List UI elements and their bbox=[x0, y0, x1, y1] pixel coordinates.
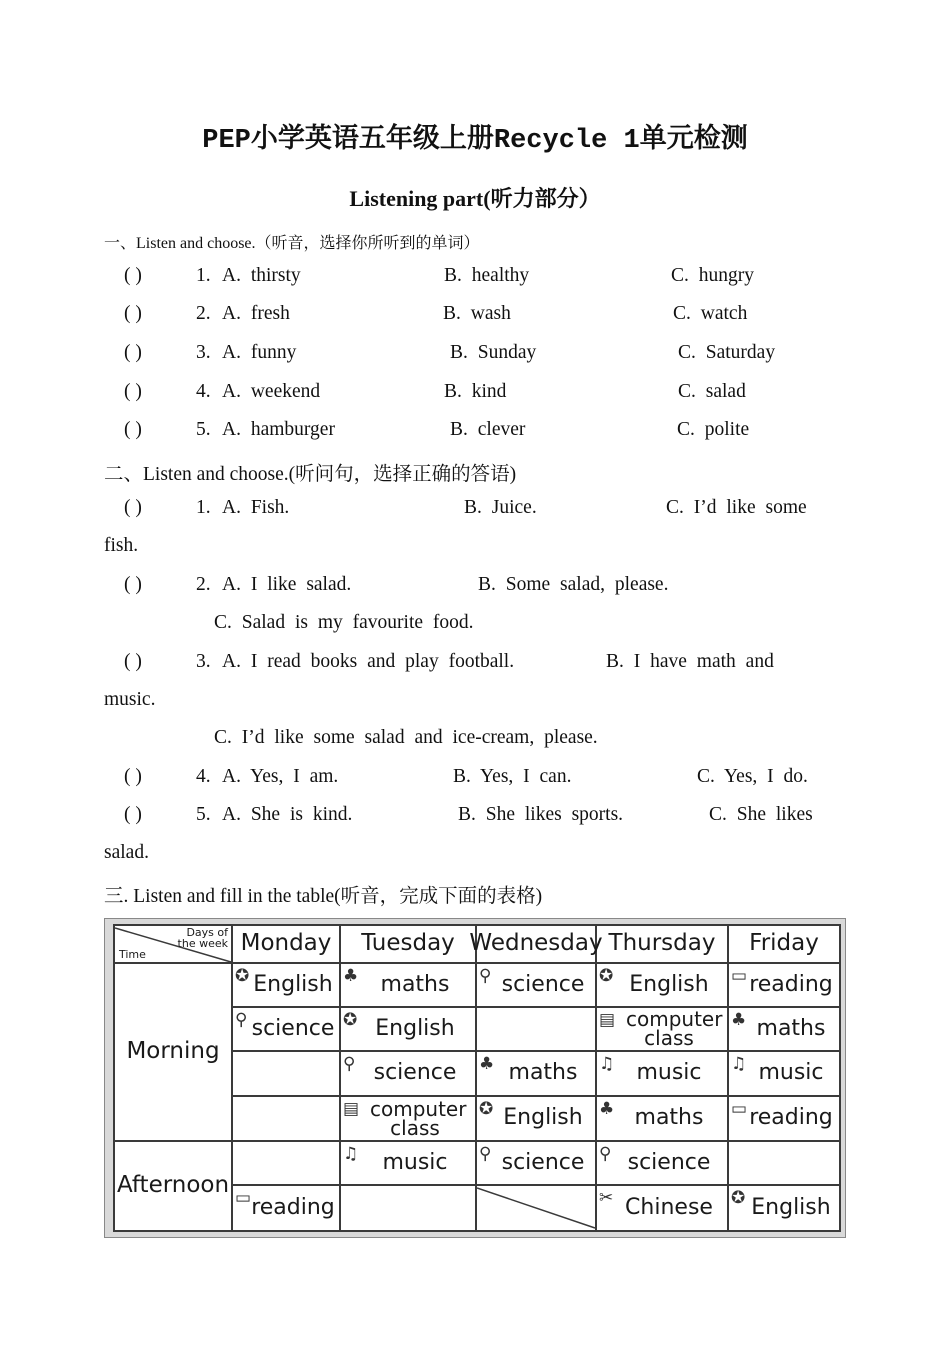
option-b: B. I have math and bbox=[606, 651, 774, 672]
option-b: B. Some salad, please. bbox=[478, 574, 669, 595]
reading-icon: ▭ bbox=[731, 966, 748, 986]
option-c: C. She likes bbox=[709, 804, 813, 825]
answer-blank[interactable]: ( ) bbox=[124, 303, 142, 324]
question-number: 1. bbox=[196, 497, 211, 518]
subject-label: maths bbox=[756, 1015, 826, 1041]
timetable-cell[interactable] bbox=[729, 1008, 839, 1052]
timetable-cell-blank[interactable] bbox=[233, 1142, 341, 1186]
subject-label: science bbox=[251, 1015, 335, 1041]
english-icon: ✪ bbox=[479, 1099, 494, 1119]
computer-icon: ▤ bbox=[599, 1010, 616, 1030]
section3-heading: 三. Listen and fill in the table(听音，完成下面的表格) bbox=[104, 886, 543, 907]
subject-label: science bbox=[627, 1149, 711, 1175]
answer-blank[interactable]: ( ) bbox=[124, 342, 142, 363]
chinese-icon: ✂ bbox=[599, 1188, 614, 1208]
timetable-cell[interactable] bbox=[233, 964, 341, 1008]
answer-blank[interactable]: ( ) bbox=[124, 497, 142, 518]
option-b: B. She likes sports. bbox=[458, 804, 624, 825]
timetable-cell[interactable] bbox=[597, 1142, 729, 1186]
maths-icon: ♣ bbox=[599, 1099, 615, 1119]
option-b: B. kind bbox=[444, 381, 507, 402]
science-icon: ⚲ bbox=[235, 1010, 248, 1030]
subject-label: Chinese bbox=[625, 1194, 713, 1220]
option-a: A. Yes, I am. bbox=[222, 766, 339, 787]
timetable-cell[interactable] bbox=[341, 1052, 477, 1097]
timetable-cell-blank[interactable] bbox=[477, 1008, 597, 1052]
subject-label: reading bbox=[749, 971, 833, 997]
option-a: A. hamburger bbox=[222, 419, 335, 440]
subject-label: maths bbox=[634, 1105, 704, 1131]
timetable-cell[interactable] bbox=[597, 1097, 729, 1142]
answer-blank[interactable]: ( ) bbox=[124, 419, 142, 440]
option-b: B. Yes, I can. bbox=[453, 766, 572, 787]
question-number: 5. bbox=[196, 419, 211, 440]
option-b-continued: music. bbox=[104, 689, 156, 710]
subject-label: English bbox=[629, 971, 709, 997]
science-icon: ⚲ bbox=[479, 1144, 492, 1164]
option-b: B. Sunday bbox=[450, 342, 537, 363]
question-number: 3. bbox=[196, 342, 211, 363]
answer-blank[interactable]: ( ) bbox=[124, 574, 142, 595]
question-number: 2. bbox=[196, 574, 211, 595]
timetable-cell[interactable] bbox=[341, 964, 477, 1008]
question-number: 1. bbox=[196, 265, 211, 286]
timetable-cell[interactable] bbox=[477, 1142, 597, 1186]
timetable bbox=[113, 924, 841, 1232]
page-title: PEP小学英语五年级上册Recycle 1单元检测 bbox=[202, 126, 748, 156]
timetable-cell[interactable] bbox=[597, 964, 729, 1008]
timetable-cell[interactable] bbox=[341, 1008, 477, 1052]
timetable-cell-blank[interactable] bbox=[729, 1142, 839, 1186]
option-a: A. She is kind. bbox=[222, 804, 353, 825]
option-a: A. I read books and play football. bbox=[222, 651, 515, 672]
section2-heading: 二、Listen and choose.(听问句，选择正确的答语) bbox=[104, 464, 517, 485]
subject-label: maths bbox=[508, 1060, 578, 1086]
option-a: A. funny bbox=[222, 342, 297, 363]
timetable-cell[interactable] bbox=[597, 1186, 729, 1230]
answer-blank[interactable]: ( ) bbox=[124, 766, 142, 787]
option-c: C. Yes, I do. bbox=[697, 766, 808, 787]
music-icon: ♫ bbox=[599, 1054, 615, 1074]
question-number: 3. bbox=[196, 651, 211, 672]
timetable-cell[interactable] bbox=[477, 1052, 597, 1097]
section1-heading: 一、Listen and choose.（听音，选择你所听到的单词） bbox=[104, 235, 480, 252]
timetable-cell-blank[interactable] bbox=[341, 1186, 477, 1230]
timetable-cell-crossed[interactable] bbox=[477, 1186, 597, 1230]
morning-label: Morning bbox=[115, 964, 233, 1142]
option-c: C. salad bbox=[678, 381, 746, 402]
question-number: 4. bbox=[196, 766, 211, 787]
subject-label: reading bbox=[251, 1194, 335, 1220]
english-icon: ✪ bbox=[599, 966, 614, 986]
question-number: 2. bbox=[196, 303, 211, 324]
option-a: A. fresh bbox=[222, 303, 290, 324]
subject-label: science bbox=[373, 1060, 457, 1086]
timetable-cell[interactable] bbox=[477, 1097, 597, 1142]
day-header-thursday: Thursday bbox=[597, 926, 729, 964]
subject-label: English bbox=[751, 1194, 831, 1220]
timetable-cell[interactable] bbox=[477, 964, 597, 1008]
option-c: C. watch bbox=[673, 303, 748, 324]
answer-blank[interactable]: ( ) bbox=[124, 804, 142, 825]
timetable-cell[interactable] bbox=[341, 1142, 477, 1186]
music-icon: ♫ bbox=[343, 1144, 359, 1164]
day-header-tuesday: Tuesday bbox=[341, 926, 477, 964]
afternoon-label: Afternoon bbox=[115, 1142, 233, 1230]
answer-blank[interactable]: ( ) bbox=[124, 651, 142, 672]
timetable-cell-blank[interactable] bbox=[233, 1097, 341, 1142]
english-icon: ✪ bbox=[343, 1010, 358, 1030]
option-b: B. Juice. bbox=[464, 497, 537, 518]
subject-label: science bbox=[501, 971, 585, 997]
computer-icon: ▤ bbox=[343, 1099, 360, 1119]
reading-icon: ▭ bbox=[731, 1099, 748, 1119]
answer-blank[interactable]: ( ) bbox=[124, 381, 142, 402]
timetable-cell[interactable] bbox=[597, 1052, 729, 1097]
reading-icon: ▭ bbox=[235, 1188, 252, 1208]
subject-label: computer class bbox=[370, 1096, 467, 1140]
timetable-cell[interactable] bbox=[729, 964, 839, 1008]
subject-label: music bbox=[636, 1060, 702, 1086]
option-c-continued: fish. bbox=[104, 535, 139, 556]
option-c: C. Salad is my favourite food. bbox=[214, 612, 474, 633]
timetable-cell-blank[interactable] bbox=[233, 1052, 341, 1097]
option-a: A. thirsty bbox=[222, 265, 301, 286]
subject-label: maths bbox=[380, 971, 450, 997]
subject-label: science bbox=[501, 1149, 585, 1175]
option-c: C. polite bbox=[677, 419, 750, 440]
music-icon: ♫ bbox=[731, 1054, 747, 1074]
corner-days-label: Days of the week bbox=[177, 926, 228, 950]
option-c: C. I’d like some salad and ice-cream, please. bbox=[214, 727, 598, 748]
option-c: C. hungry bbox=[671, 265, 754, 286]
question-number: 5. bbox=[196, 804, 211, 825]
cell-diagonal bbox=[477, 1186, 597, 1230]
timetable-cell[interactable] bbox=[341, 1097, 477, 1142]
subject-label: computer class bbox=[626, 1007, 723, 1050]
subject-label: music bbox=[382, 1149, 448, 1175]
subject-label: English bbox=[253, 971, 333, 997]
day-header-monday: Monday bbox=[233, 926, 341, 964]
subject-label: English bbox=[503, 1105, 583, 1131]
timetable-cell[interactable] bbox=[729, 1052, 839, 1097]
option-c-continued: salad. bbox=[104, 842, 149, 863]
maths-icon: ♣ bbox=[479, 1054, 495, 1074]
timetable-cell[interactable] bbox=[729, 1186, 839, 1230]
timetable-cell[interactable] bbox=[233, 1186, 341, 1230]
subject-label: music bbox=[758, 1060, 824, 1086]
page-subtitle: Listening part(听力部分） bbox=[349, 186, 601, 211]
option-c: C. I’d like some bbox=[666, 497, 807, 518]
answer-blank[interactable]: ( ) bbox=[124, 265, 142, 286]
option-c: C. Saturday bbox=[678, 342, 776, 363]
subject-label: English bbox=[375, 1015, 455, 1041]
day-header-wednesday: Wednesday bbox=[477, 926, 597, 964]
day-header-friday: Friday bbox=[729, 926, 839, 964]
corner-time-label: Time bbox=[119, 947, 146, 961]
option-b: B. clever bbox=[450, 419, 526, 440]
question-number: 4. bbox=[196, 381, 211, 402]
option-a: A. I like salad. bbox=[222, 574, 352, 595]
maths-icon: ♣ bbox=[731, 1010, 747, 1030]
timetable-corner bbox=[115, 926, 233, 964]
science-icon: ⚲ bbox=[479, 966, 492, 986]
science-icon: ⚲ bbox=[599, 1144, 612, 1164]
english-icon: ✪ bbox=[235, 966, 250, 986]
subject-label: reading bbox=[749, 1105, 833, 1131]
option-b: B. wash bbox=[443, 303, 511, 324]
science-icon: ⚲ bbox=[343, 1054, 356, 1074]
timetable-cell[interactable] bbox=[233, 1008, 341, 1052]
timetable-image bbox=[104, 918, 846, 1238]
option-a: A. weekend bbox=[222, 381, 321, 402]
timetable-cell[interactable] bbox=[729, 1097, 839, 1142]
english-icon: ✪ bbox=[731, 1188, 746, 1208]
option-b: B. healthy bbox=[444, 265, 530, 286]
maths-icon: ♣ bbox=[343, 966, 359, 986]
option-a: A. Fish. bbox=[222, 497, 290, 518]
timetable-cell[interactable] bbox=[597, 1008, 729, 1052]
